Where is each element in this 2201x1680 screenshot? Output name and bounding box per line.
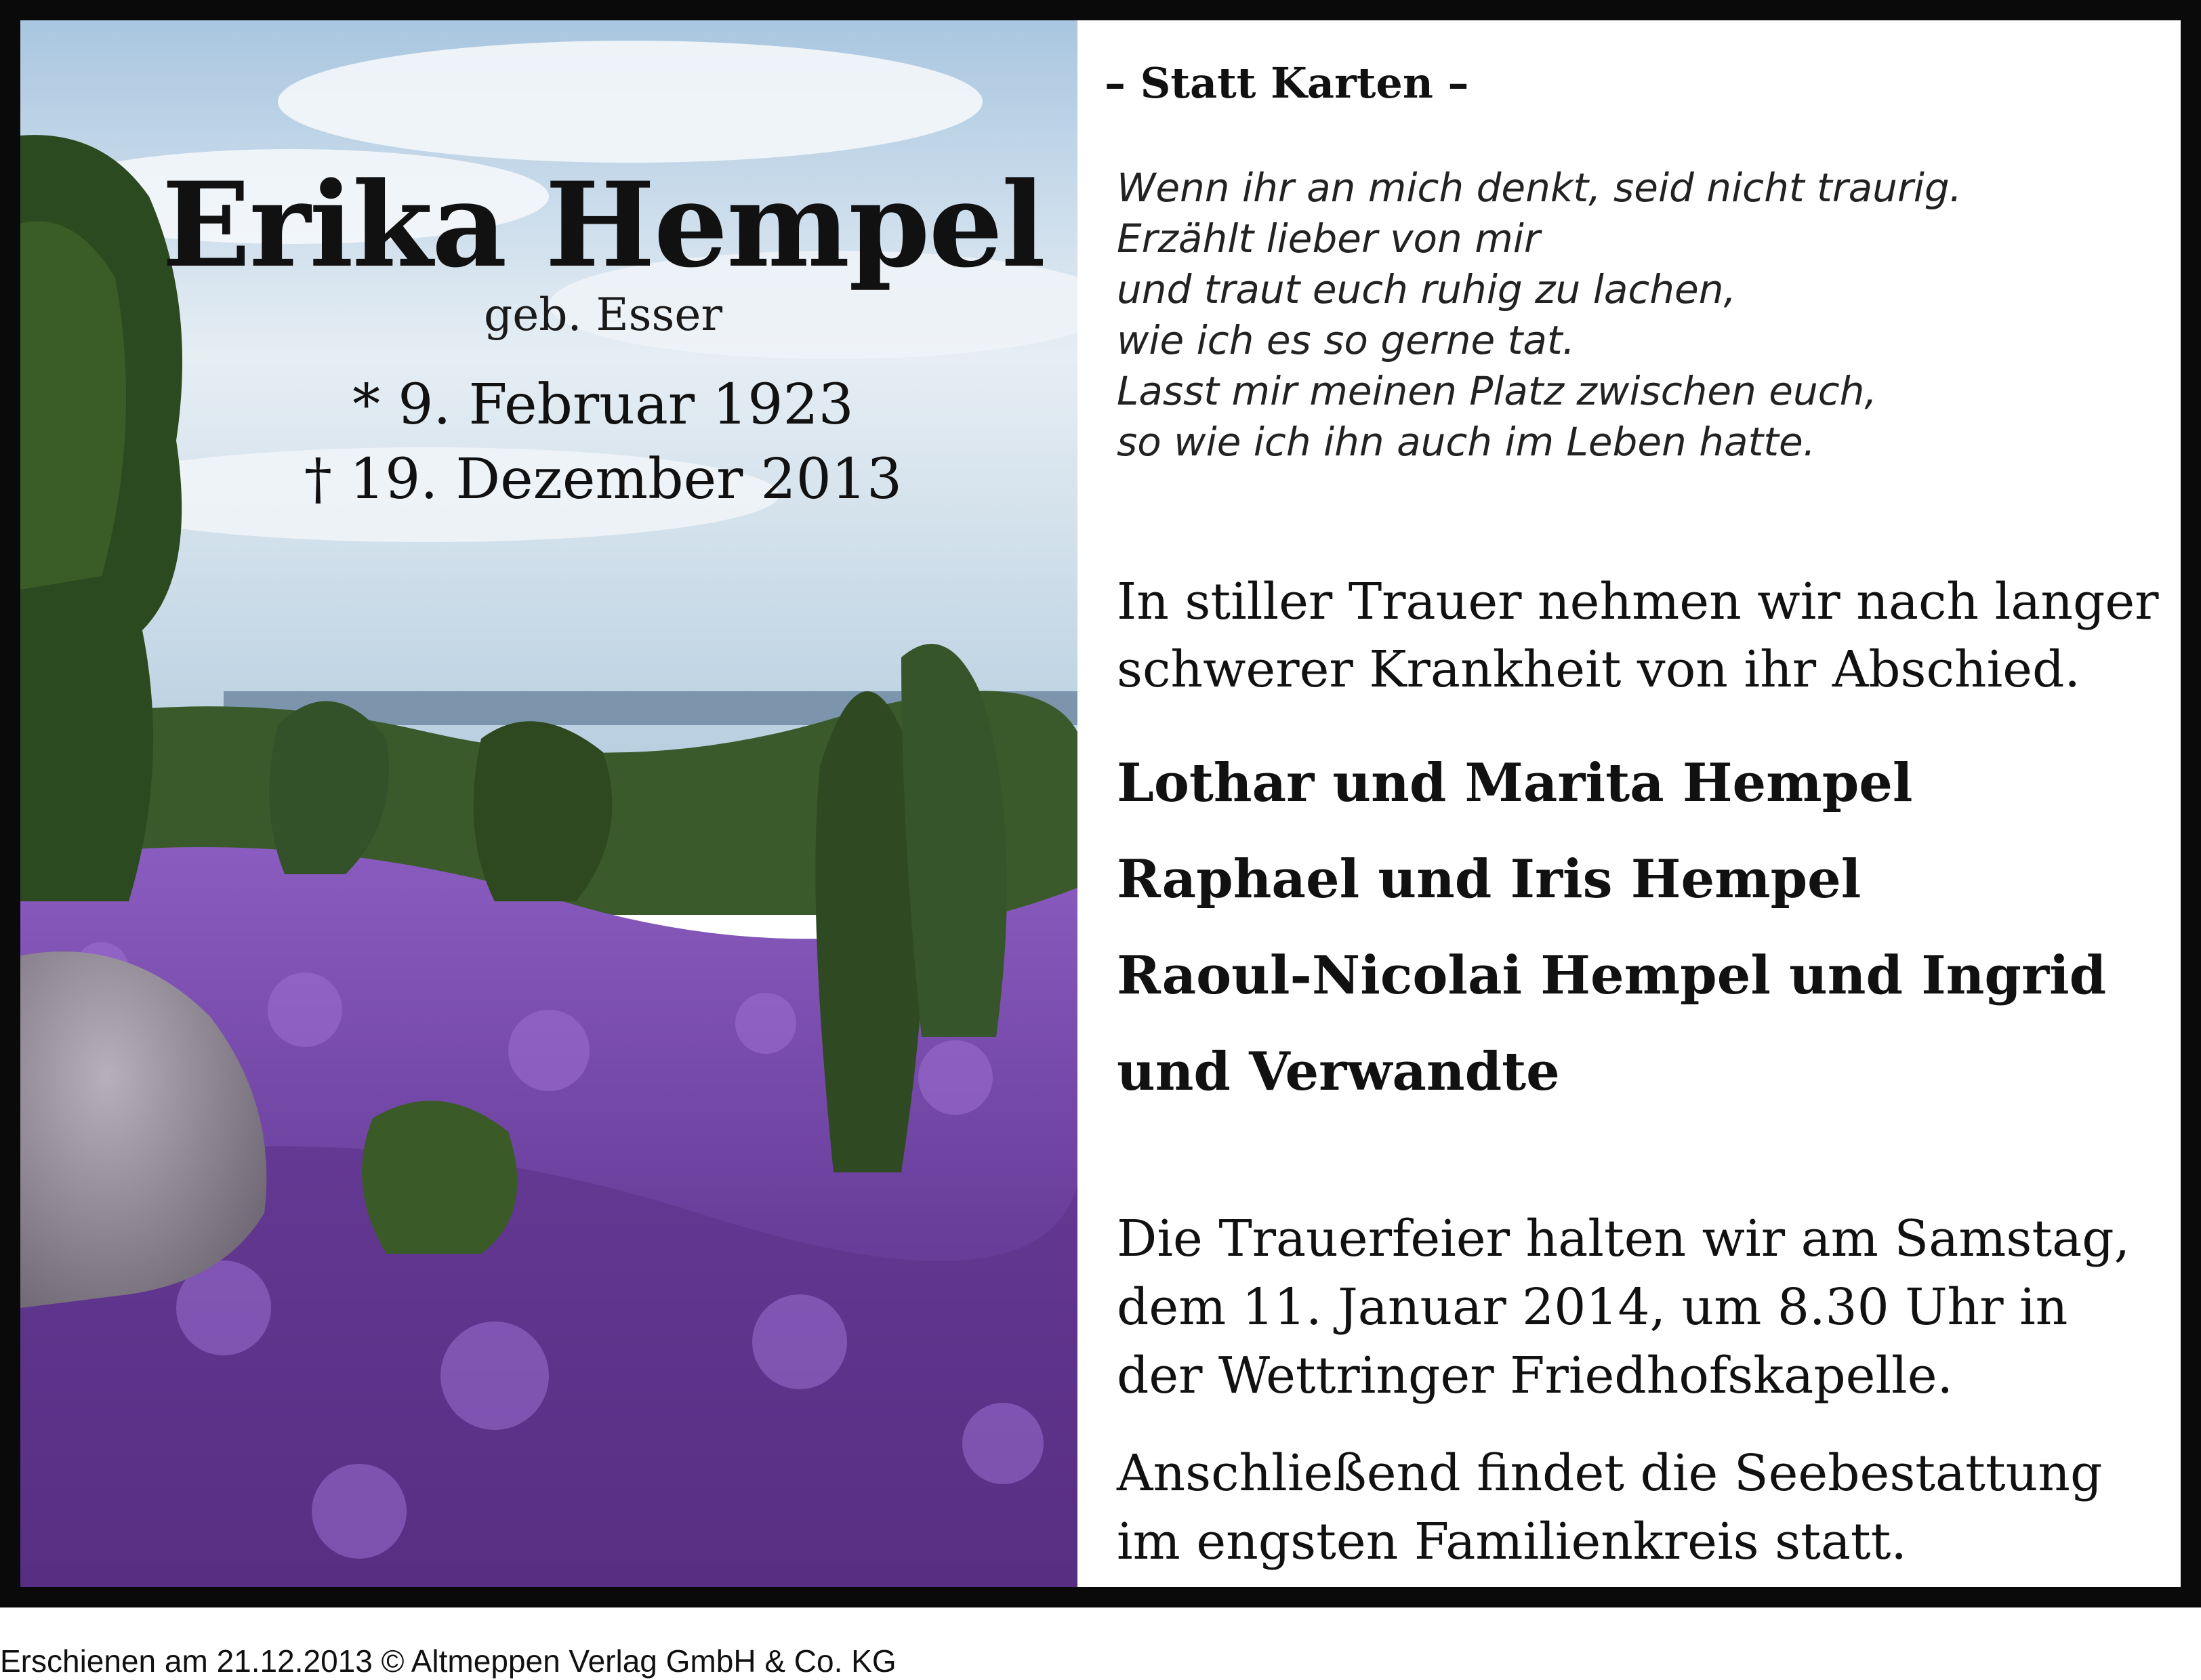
ceremony-text	[1117, 1205, 2130, 1410]
publication-footer: Erschienen am 21.12.2013 © Altmeppen Verlag GmbH & Co. KG	[0, 1643, 897, 1679]
text-column	[1105, 20, 2189, 1587]
ceremony-line: der Wettringer Friedhofskapelle.	[1117, 1347, 1954, 1405]
family-member: Lothar und Marita Hempel	[1117, 752, 1913, 814]
birth-name: geb. Esser	[483, 289, 723, 341]
poem-line: Wenn ihr an mich denkt, seid nicht traurig.	[1117, 165, 1962, 211]
poem-line: Erzählt lieber von mir	[1117, 216, 1540, 262]
poem-line: Lasst mir meinen Platz zwischen euch,	[1117, 368, 1877, 414]
poem-line: wie ich es so gerne tat.	[1117, 317, 1576, 363]
poem-line: so wie ich ihn auch im Leben hatte.	[1117, 419, 1816, 465]
statt-karten-header: – Statt Karten –	[1105, 58, 1469, 108]
poem	[1117, 163, 1962, 468]
deceased-name: Erika Hempel	[161, 156, 1045, 293]
family-member: und Verwandte	[1117, 1041, 1560, 1103]
birth-date: * 9. Februar 1923	[352, 373, 854, 437]
burial-line: im engsten Familienkreis statt.	[1117, 1513, 1907, 1571]
poem-line: und traut euch ruhig zu lachen,	[1117, 266, 1736, 312]
family-member: Raoul-Nicolai Hempel und Ingrid	[1117, 945, 2107, 1006]
death-date: † 19. Dezember 2013	[304, 447, 903, 512]
family-list	[1117, 752, 2106, 1137]
burial-text	[1117, 1439, 2102, 1576]
burial-line: Anschließend findet die Seebestattung	[1117, 1444, 2103, 1502]
mourning-text	[1117, 568, 2159, 703]
ceremony-line: dem 11. Januar 2014, um 8.30 Uhr in	[1117, 1278, 2068, 1336]
ceremony-line: Die Trauerfeier halten wir am Samstag,	[1117, 1210, 2131, 1268]
mourning-line: schwerer Krankheit von ihr Abschied.	[1117, 640, 2080, 699]
family-member: Raphael und Iris Hempel	[1117, 848, 1861, 910]
mourning-line: In stiller Trauer nehmen wir nach langer	[1117, 573, 2159, 631]
